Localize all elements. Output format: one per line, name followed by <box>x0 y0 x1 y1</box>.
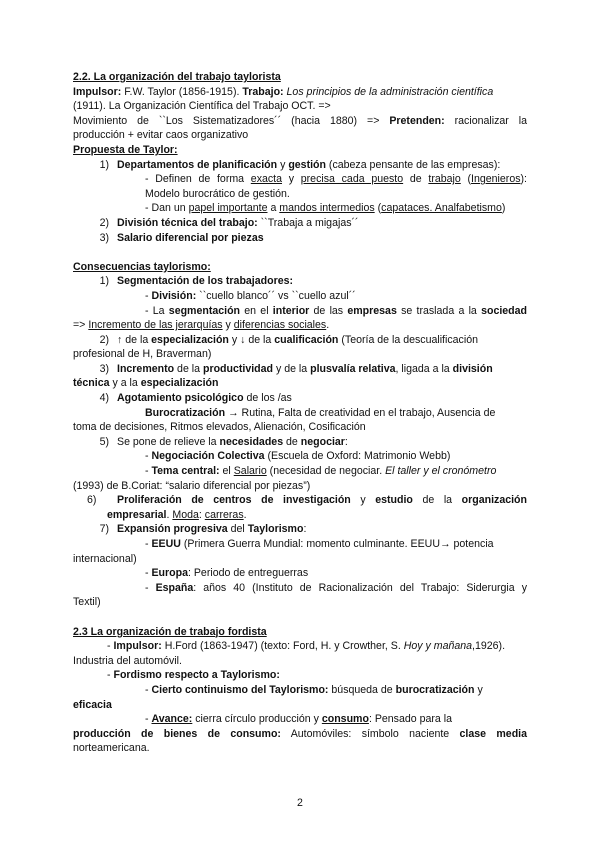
document-page <box>73 70 527 756</box>
list-item-cont: eficacia <box>73 698 112 711</box>
list-subitem: - Definen de forma exacta y precisa cada puesto de trabajo (Ingenieros): <box>145 173 527 186</box>
list-item-cont: internacional) <box>73 552 137 565</box>
list-subitem: - Negociación Colectiva (Escuela de Oxford: Matrimonio Webb) <box>145 450 451 463</box>
list-item-cont: Industria del automóvil. <box>73 654 182 667</box>
impulsor-line: Impulsor: F.W. Taylor (1856-1915). Trabajo: Los principios de la administración científica <box>73 85 494 98</box>
list-subitem: - Dan un papel importante a mandos intermedios (capataces. Analfabetismo) <box>145 202 506 215</box>
list-item-cont: empresarial. Moda: carreras. <box>107 508 247 521</box>
list-subitem: - División: ``cuello blanco´´ vs ``cuello azul´´ <box>145 289 356 302</box>
propuesta-heading: Propuesta de Taylor: <box>73 143 178 156</box>
list-item-cont: norteamericana. <box>73 742 150 755</box>
list-item: 4) Agotamiento psicológico de los /as <box>99 392 292 405</box>
list-subitem: - Europa: Periodo de entreguerras <box>145 567 309 580</box>
list-item-cont: técnica y a la especialización <box>73 377 219 390</box>
section-title-fordista: 2.3 La organización de trabajo fordista <box>73 625 267 638</box>
list-subitem: Burocratización → Rutina, Falta de creatividad en el trabajo, Ausencia de <box>145 406 496 419</box>
list-subitem: - Fordismo respecto a Taylorismo: <box>107 669 280 682</box>
list-item: 7) Expansión progresiva del Taylorismo: <box>99 523 307 536</box>
list-item: 1) Departamentos de planificación y gestión (cabeza pensante de las empresas): <box>99 158 501 171</box>
list-subitem: Modelo burocrático de gestión. <box>145 187 290 200</box>
list-subitem: - EEUU (Primera Guerra Mundial: momento culminante. EEUU→ potencia <box>145 538 494 550</box>
list-item-cont: (1993) de B.Coriat: “salario diferencial por piezas”) <box>73 479 311 492</box>
list-item: 1) Segmentación de los trabajadores: <box>99 275 294 288</box>
list-item: 3) Incremento de la productividad y de la plusvalía relativa, ligada a la división <box>99 362 493 375</box>
list-item-cont: producción de bienes de consumo: Automóviles: símbolo naciente clase media <box>73 727 527 740</box>
list-item: 2) ↑ de la especialización y ↓ de la cualificación (Teoría de la descualificación <box>99 333 478 346</box>
list-item-cont: Textil) <box>73 596 101 609</box>
list-item: 3) Salario diferencial por piezas <box>99 231 264 244</box>
section-title-taylorista: 2.2. La organización del trabajo taylorista <box>73 71 281 83</box>
page-number: 2 <box>297 797 303 809</box>
consecuencias-heading: Consecuencias taylorismo: <box>73 260 211 273</box>
produccion-line: producción + evitar caos organizativo <box>73 129 249 142</box>
list-subitem: => Incremento de las jerarquías y diferencias sociales. <box>73 319 330 332</box>
list-item-cont: profesional de H, Braverman) <box>73 348 212 361</box>
list-subitem: - Impulsor: H.Ford (1863-1947) (texto: Ford, H. y Crowther, S. Hoy y mañana,1926). <box>107 640 506 653</box>
oct-line: (1911). La Organización Científica del Trabajo OCT. => <box>73 100 331 113</box>
list-item: 6) Proliferación de centros de investigación y estudio de la organización <box>87 494 527 507</box>
list-item-cont: toma de decisiones, Ritmos elevados, Alienación, Cosificación <box>73 421 366 434</box>
list-subitem: - La segmentación en el interior de las empresas se traslada a la sociedad <box>145 304 528 317</box>
list-subitem: - Cierto continuismo del Taylorismo: búsqueda de burocratización y <box>145 683 483 696</box>
list-subitem: - Avance: cierra círculo producción y consumo: Pensado para la <box>145 713 452 726</box>
movimiento-line: Movimiento de ``Los Sistematizadores´´ (hacia 1880) => Pretenden: racionalizar la <box>73 114 527 127</box>
list-item: 5) Se pone de relieve la necesidades de negociar: <box>99 435 348 448</box>
list-item: 2) División técnica del trabajo: ``Trabaja a migajas´´ <box>99 216 359 229</box>
list-subitem: - Tema central: el Salario (necesidad de negociar. El taller y el cronómetro <box>145 465 497 478</box>
list-subitem: - España: años 40 (Instituto de Racionalización del Trabajo: Siderurgia y <box>145 581 527 594</box>
